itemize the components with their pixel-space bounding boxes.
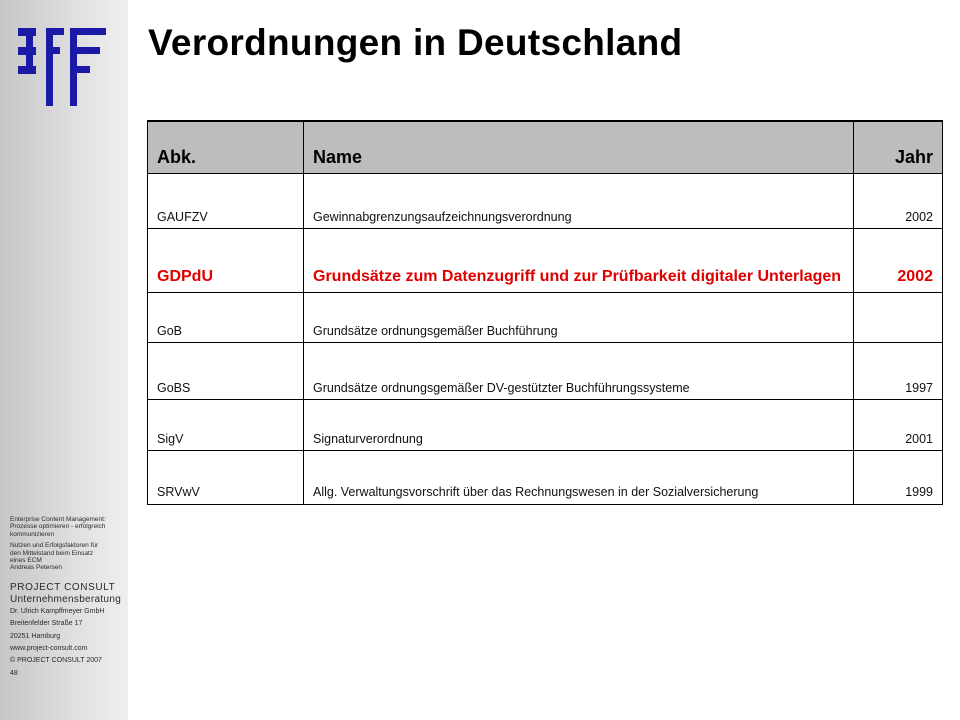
cell-name: Grundsätze zum Datenzugriff und zur Prüfbarkeit digitaler Unterlagen xyxy=(304,229,854,293)
cell-year xyxy=(854,293,943,343)
cell-abbreviation: SigV xyxy=(148,400,304,451)
table-row xyxy=(148,400,943,451)
table-row xyxy=(148,451,943,505)
presentation-topic: Enterprise Content Management: Prozesse optimieren - erfolgreich kommunizieren xyxy=(10,516,106,538)
brand-name: PROJECT CONSULT xyxy=(10,581,116,593)
sidebar xyxy=(0,0,128,720)
company-street: Breitenfelder Straße 17 xyxy=(10,620,83,628)
cell-abbreviation: GoB xyxy=(148,293,304,343)
cell-year: 1997 xyxy=(854,343,943,400)
table-row xyxy=(148,343,943,400)
presentation-subtitle: Nutzen und Erfolgsfaktoren für den Mittelstand beim Einsatz eines ECM Andreas Petersen xyxy=(10,542,126,572)
author-name: Andreas Petersen xyxy=(10,564,63,572)
cell-name: Allg. Verwaltungsvorschrift über das Rechnungswesen in der Sozialversicherung xyxy=(304,451,854,505)
table-row-highlighted xyxy=(148,229,943,293)
cell-year: 1999 xyxy=(854,451,943,505)
cell-year: 2002 xyxy=(854,229,943,293)
header-year: Jahr xyxy=(854,121,943,174)
company-city: 20251 Hamburg xyxy=(10,632,61,640)
project-consult-logo-icon xyxy=(18,28,108,106)
company-name: Dr. Ulrich Kampffmeyer GmbH xyxy=(10,607,105,615)
header-abbreviation: Abk. xyxy=(148,121,304,174)
company-address xyxy=(10,606,126,680)
regulations-table xyxy=(147,120,943,505)
cell-name: Signaturverordnung xyxy=(304,400,854,451)
cell-name: Gewinnabgrenzungsaufzeichnungsverordnung xyxy=(304,174,854,229)
company-website: www.project-consult.com xyxy=(10,645,88,653)
cell-abbreviation: GDPdU xyxy=(148,229,304,293)
header-name: Name xyxy=(304,121,854,174)
copyright: © PROJECT CONSULT 2007 xyxy=(10,657,102,665)
table-row xyxy=(148,293,943,343)
page-number: 48 xyxy=(10,669,18,677)
cell-abbreviation: GoBS xyxy=(148,343,304,400)
table-row xyxy=(148,174,943,229)
table-header-row xyxy=(148,121,943,174)
cell-abbreviation: GAUFZV xyxy=(148,174,304,229)
cell-name: Grundsätze ordnungsgemäßer DV-gestützter Buchführungssysteme xyxy=(304,343,854,400)
cell-year: 2002 xyxy=(854,174,943,229)
cell-abbreviation: SRVwV xyxy=(148,451,304,505)
cell-year: 2001 xyxy=(854,400,943,451)
sidebar-footer xyxy=(10,516,126,680)
page-title: Verordnungen in Deutschland xyxy=(148,22,683,63)
cell-name: Grundsätze ordnungsgemäßer Buchführung xyxy=(304,293,854,343)
brand-unit: Unternehmensberatung xyxy=(10,593,122,605)
